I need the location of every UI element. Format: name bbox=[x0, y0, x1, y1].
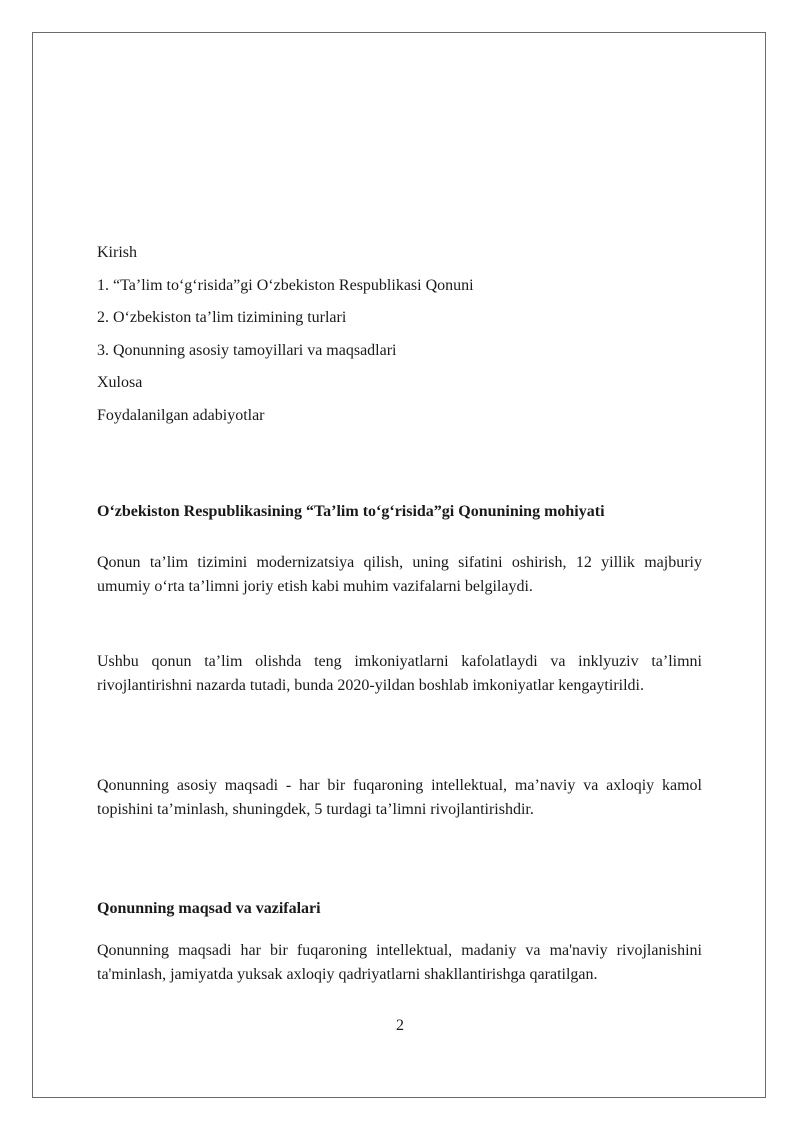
section-heading-essence: O‘zbekiston Respublikasining “Ta’lim to‘g‘risida”gi Qonunining mohiyati bbox=[97, 503, 605, 520]
toc-item-references: Foydalanilgan adabiyotlar bbox=[97, 406, 265, 424]
paragraph-equal-opportunities: Ushbu qonun ta’lim olishda teng imkoniyatlarni kafolatlaydi va inklyuziv ta’limni rivojlantirishni nazarda tutadi, bunda 2020-yildan boshlab imkoniyatlar kengaytirildi. bbox=[97, 653, 702, 694]
page-number: 2 bbox=[396, 1017, 404, 1034]
toc-item-introduction: Kirish bbox=[97, 244, 137, 261]
toc-item-conclusion: Xulosa bbox=[97, 374, 143, 392]
paragraph-law-purpose: Qonunning maqsadi har bir fuqaroning intellektual, madaniy va ma'naviy rivojlanishini ta'minlash, jamiyatda yuksak axloqiy qadriyatlarni shakllantirishga qaratilgan. bbox=[97, 942, 702, 983]
paragraph-main-goal: Qonunning asosiy maqsadi - har bir fuqaroning intellektual, ma’naviy va axloqiy kamol topishini ta’minlash, shuningdek, 5 turdagi ta’limni rivojlantirishdir. bbox=[97, 777, 702, 818]
toc-item-chapter-2: 2. O‘zbekiston ta’lim tizimining turlari bbox=[97, 309, 347, 327]
paragraph-modernization: Qonun ta’lim tizimini modernizatsiya qilish, uning sifatini oshirish, 12 yillik majburiy umumiy o‘rta ta’limni joriy etish kabi muhim vazifalarni belgilaydi. bbox=[97, 554, 702, 595]
toc-item-chapter-1: 1. “Ta’lim to‘g‘risida”gi O‘zbekiston Respublikasi Qonuni bbox=[97, 276, 474, 294]
toc-item-chapter-3: 3. Qonunning asosiy tamoyillari va maqsadlari bbox=[97, 341, 397, 359]
section-heading-goals: Qonunning maqsad va vazifalari bbox=[97, 900, 321, 917]
table-of-contents bbox=[97, 242, 707, 438]
